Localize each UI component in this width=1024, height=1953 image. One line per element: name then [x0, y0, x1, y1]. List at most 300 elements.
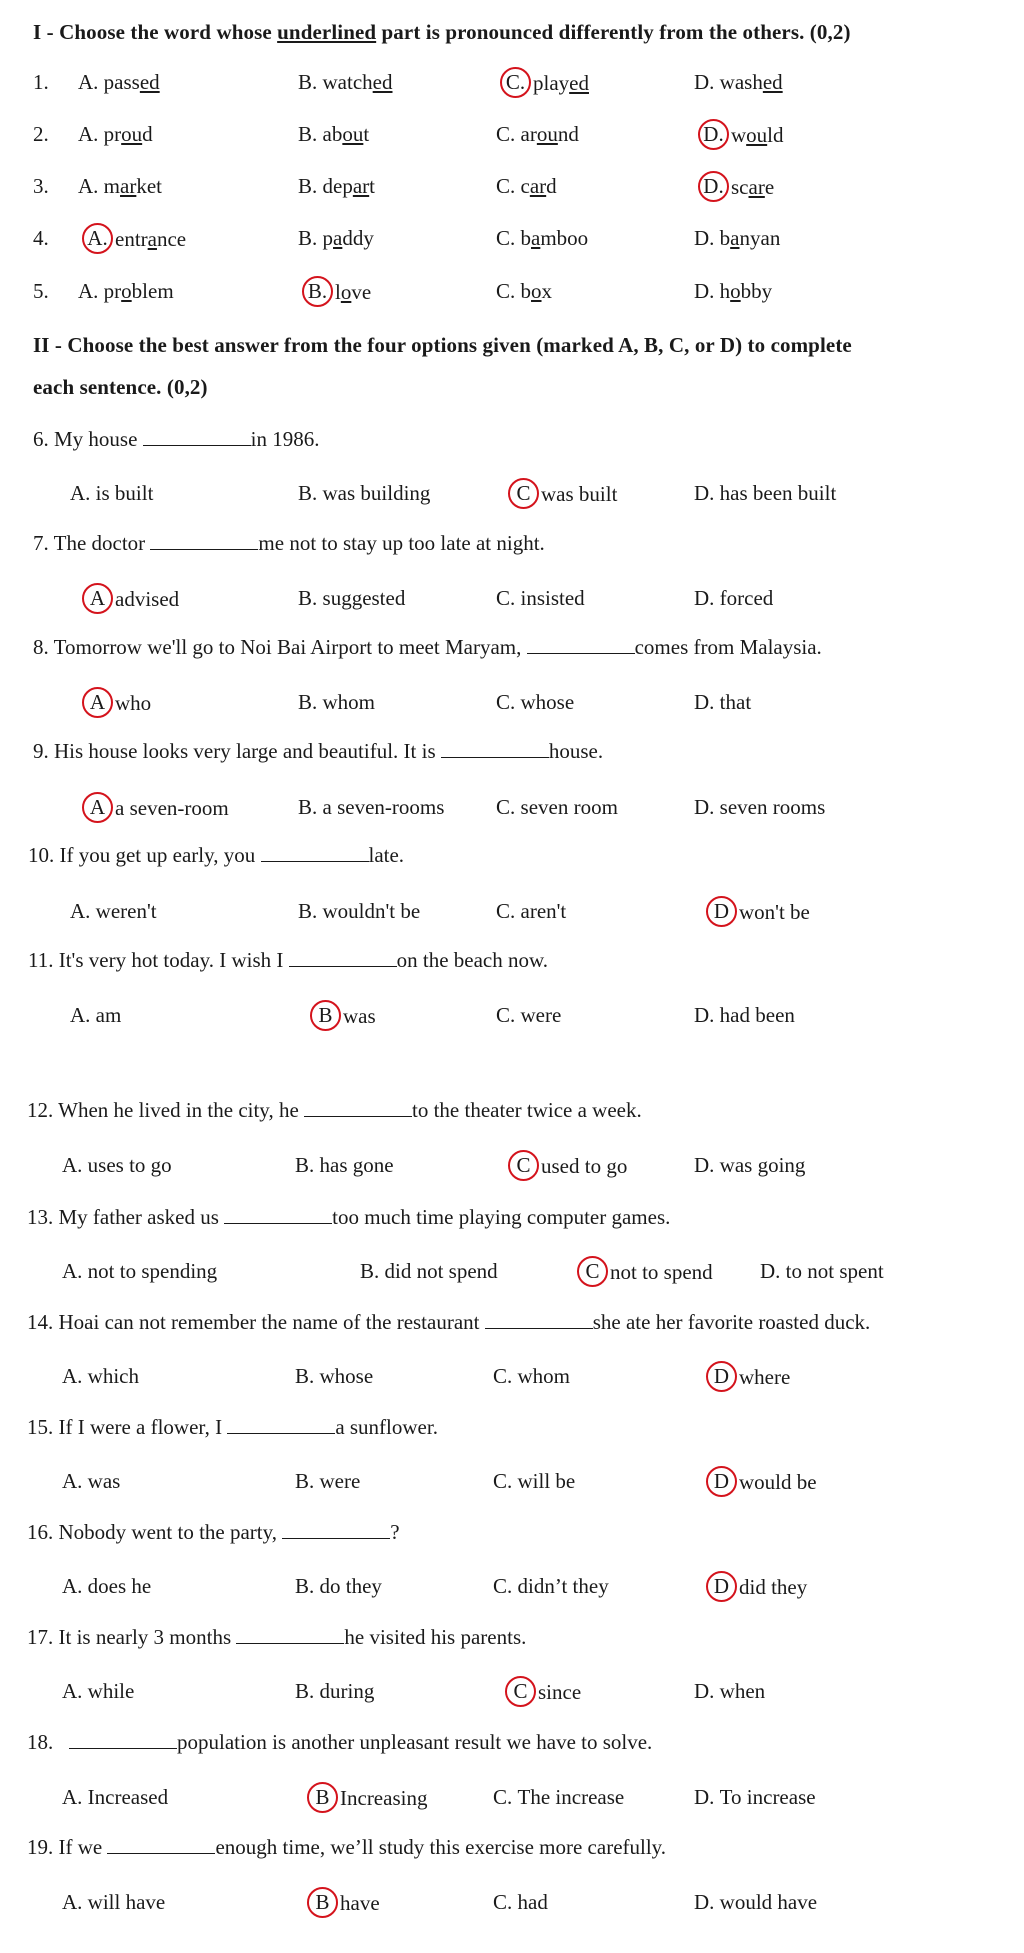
option-text: whom	[517, 1364, 571, 1388]
question-number: 12.	[27, 1098, 54, 1122]
section-2-title-line-2: each sentence. (0,2)	[33, 375, 208, 399]
section-1-title-post: part is pronounced differently from the others. (0,2)	[381, 20, 851, 44]
option-text: paddy	[322, 226, 374, 250]
option-text: was building	[322, 481, 431, 505]
option-text: which	[87, 1364, 139, 1388]
answer-blank[interactable]	[236, 1625, 344, 1644]
option-d[interactable]	[694, 690, 751, 715]
option-b[interactable]	[298, 899, 420, 924]
option-letter: D.	[694, 1003, 720, 1027]
option-letter: D.	[694, 1785, 720, 1809]
option-letter: B.	[298, 690, 323, 714]
underlined-part: a	[531, 226, 541, 250]
question-number: 3.	[33, 174, 49, 198]
option-a[interactable]	[78, 70, 160, 95]
section-2-heading-line-2	[33, 375, 208, 400]
option-letter: C.	[496, 899, 521, 923]
option-text: box	[520, 279, 553, 303]
option-letter: D.	[694, 795, 720, 819]
option-text: love	[335, 280, 372, 305]
option-letter: D.	[694, 1679, 720, 1703]
option-d[interactable]	[694, 1890, 817, 1915]
answer-blank[interactable]	[224, 1205, 332, 1224]
option-d[interactable]	[714, 899, 810, 930]
option-letter: D.	[694, 279, 720, 303]
option-letter: A.	[62, 1153, 88, 1177]
option-b[interactable]	[298, 226, 374, 251]
option-letter: A.	[70, 1003, 96, 1027]
question-number: 9.	[33, 739, 49, 763]
option-letter: D.	[694, 586, 720, 610]
question-stem	[27, 1625, 526, 1650]
question-text-before-blank: It is nearly 3 months	[58, 1625, 232, 1649]
option-text: whose	[319, 1364, 374, 1388]
answer-blank[interactable]	[69, 1730, 177, 1749]
answer-circle: C.	[500, 67, 531, 98]
answer-circle: C	[505, 1676, 536, 1707]
option-text: played	[533, 71, 589, 96]
option-letter: A.	[62, 1469, 88, 1493]
option-text: did not spend	[384, 1259, 498, 1283]
option-c[interactable]	[493, 1785, 624, 1810]
question-stem	[28, 948, 548, 973]
question-number: 8.	[33, 635, 49, 659]
question-number: 13.	[27, 1205, 54, 1229]
option-text: proud	[103, 122, 153, 146]
option-text: Increasing	[340, 1786, 428, 1811]
question-text-after-blank: he visited his parents.	[344, 1625, 527, 1649]
question-text-after-blank: house.	[548, 739, 604, 763]
option-b[interactable]	[295, 1679, 374, 1704]
option-text: did they	[739, 1575, 808, 1600]
answer-blank[interactable]	[289, 948, 397, 967]
option-text: advised	[115, 587, 180, 612]
option-b[interactable]	[295, 1364, 373, 1389]
option-d[interactable]	[703, 174, 775, 205]
option-d[interactable]	[694, 795, 825, 820]
option-letter: A.	[70, 481, 96, 505]
option-b[interactable]	[295, 1574, 382, 1599]
question-number: 17.	[27, 1625, 54, 1649]
answer-circle: C	[508, 1150, 539, 1181]
answer-blank[interactable]	[143, 427, 251, 446]
option-d[interactable]	[694, 586, 773, 611]
option-letter: C.	[493, 1785, 518, 1809]
underlined-part: o	[730, 279, 741, 303]
answer-circle: D	[706, 1361, 737, 1392]
question-text-after-blank: a sunflower.	[335, 1415, 438, 1439]
question-text-before-blank: Hoai can not remember the name of the restaurant	[58, 1310, 480, 1334]
question-stem	[27, 1098, 642, 1123]
option-text: where	[739, 1365, 791, 1390]
option-d[interactable]	[703, 122, 784, 153]
option-letter: A.	[78, 174, 104, 198]
question-number: 2.	[33, 122, 49, 146]
option-letter: B.	[298, 795, 323, 819]
option-text: banyan	[719, 226, 781, 250]
option-c[interactable]	[496, 226, 588, 251]
question-stem	[33, 635, 822, 660]
answer-circle: D	[706, 1571, 737, 1602]
option-b[interactable]	[298, 690, 375, 715]
option-letter: A.	[62, 1890, 88, 1914]
answer-blank[interactable]	[107, 1835, 215, 1854]
question-number: 11.	[28, 948, 54, 972]
question-text-before-blank: My house	[54, 427, 138, 451]
option-text: is built	[95, 481, 154, 505]
question-text-after-blank: to the theater twice a week.	[412, 1098, 642, 1122]
option-letter: A.	[62, 1785, 88, 1809]
option-text: will be	[517, 1469, 576, 1493]
option-d[interactable]	[760, 1259, 884, 1284]
option-d[interactable]	[694, 70, 783, 95]
option-letter: B.	[360, 1259, 385, 1283]
option-a[interactable]	[62, 1469, 120, 1494]
question-text-after-blank: ?	[390, 1520, 400, 1544]
option-text: has been built	[719, 481, 837, 505]
option-letter: B.	[298, 70, 323, 94]
option-letter: A.	[62, 1679, 88, 1703]
option-letter: D.	[694, 690, 720, 714]
option-text: not to spending	[87, 1259, 218, 1283]
option-a[interactable]	[78, 174, 162, 199]
section-2-dash: -	[54, 333, 62, 357]
answer-circle: B.	[302, 276, 333, 307]
question-text-before-blank: His house looks very large and beautiful. It is	[54, 739, 436, 763]
option-text: whose	[520, 690, 575, 714]
option-letter: D.	[694, 70, 720, 94]
option-letter: C.	[496, 586, 521, 610]
option-text: problem	[103, 279, 174, 303]
option-b[interactable]	[298, 586, 405, 611]
option-b[interactable]	[315, 1785, 427, 1816]
question-text-before-blank: If you get up early, you	[59, 843, 256, 867]
option-text: has gone	[319, 1153, 394, 1177]
answer-blank[interactable]	[441, 739, 549, 758]
option-b[interactable]	[298, 174, 375, 199]
section-1-number: I	[33, 20, 42, 44]
answer-circle: B	[310, 1000, 341, 1031]
underlined-part: a	[730, 226, 740, 250]
option-text: watched	[322, 70, 393, 94]
option-b[interactable]	[318, 1003, 376, 1034]
option-b[interactable]	[307, 279, 372, 310]
answer-blank[interactable]	[261, 843, 369, 862]
question-text-after-blank: too much time playing computer games.	[332, 1205, 671, 1229]
option-d[interactable]	[694, 1153, 805, 1178]
option-text: To increase	[719, 1785, 816, 1809]
option-c[interactable]	[496, 899, 566, 924]
option-letter: B.	[295, 1469, 320, 1493]
option-letter: D.	[694, 226, 720, 250]
option-d[interactable]	[714, 1469, 817, 1500]
option-c[interactable]	[496, 586, 585, 611]
answer-blank[interactable]	[304, 1098, 412, 1117]
question-stem	[27, 1415, 438, 1440]
option-text: a seven-rooms	[322, 795, 445, 819]
underlined-part: o	[340, 280, 352, 305]
option-text: aren't	[520, 899, 567, 923]
option-c[interactable]	[505, 70, 589, 101]
question-number: 19.	[27, 1835, 54, 1859]
question-text-after-blank: in 1986.	[250, 427, 320, 451]
option-c[interactable]	[516, 1153, 627, 1184]
underlined-part: ar	[352, 174, 370, 198]
underlined-part: a	[147, 227, 157, 252]
option-c[interactable]	[516, 481, 617, 512]
option-c[interactable]	[496, 174, 557, 199]
option-c[interactable]	[496, 122, 579, 147]
option-letter: B.	[298, 174, 323, 198]
option-a[interactable]	[62, 1574, 151, 1599]
question-text-after-blank: late.	[368, 843, 405, 867]
question-number: 6.	[33, 427, 49, 451]
option-letter: D.	[694, 1153, 720, 1177]
option-text: do they	[319, 1574, 382, 1598]
answer-circle: A.	[82, 223, 113, 254]
option-a[interactable]	[70, 1003, 121, 1028]
underlined-part: a	[333, 226, 343, 250]
question-text-before-blank: Tomorrow we'll go to Noi Bai Airport to meet Maryam,	[53, 635, 522, 659]
option-letter: A.	[62, 1364, 88, 1388]
option-text: will have	[87, 1890, 166, 1914]
option-a[interactable]	[62, 1259, 217, 1284]
option-a[interactable]	[78, 122, 153, 147]
option-a[interactable]	[87, 226, 187, 257]
underlined-part: ed	[762, 70, 783, 94]
option-letter: B.	[295, 1574, 320, 1598]
underlined-part: ar	[529, 174, 547, 198]
option-b[interactable]	[295, 1153, 394, 1178]
underlined-part: o	[531, 279, 542, 303]
option-text: won't be	[739, 900, 810, 925]
answer-blank[interactable]	[485, 1310, 593, 1329]
underlined-part: ou	[121, 122, 143, 146]
question-text-after-blank: on the beach now.	[396, 948, 549, 972]
option-c[interactable]	[496, 795, 618, 820]
option-text: wouldn't be	[322, 899, 421, 923]
option-text: scare	[731, 175, 775, 200]
answer-blank[interactable]	[527, 635, 635, 654]
question-text-before-blank: The doctor	[53, 531, 146, 555]
option-c[interactable]	[513, 1679, 581, 1710]
question-number: 18.	[27, 1730, 54, 1754]
option-a[interactable]	[62, 1785, 168, 1810]
option-text: card	[520, 174, 557, 198]
option-text: not to spend	[610, 1260, 713, 1285]
option-b[interactable]	[315, 1890, 380, 1921]
option-a[interactable]	[78, 279, 174, 304]
option-a[interactable]	[62, 1153, 172, 1178]
question-number: 14.	[27, 1310, 54, 1334]
underlined-part: ar	[748, 175, 765, 200]
section-2-heading	[33, 333, 852, 358]
question-stem	[33, 427, 320, 452]
option-text: have	[340, 1891, 380, 1916]
question-stem	[28, 843, 404, 868]
option-letter: C.	[496, 279, 521, 303]
option-text: who	[115, 691, 152, 716]
option-letter: B.	[298, 586, 323, 610]
underlined-part: ou	[536, 122, 558, 146]
answer-circle: D.	[698, 119, 729, 150]
option-b[interactable]	[298, 795, 444, 820]
option-c[interactable]	[496, 690, 574, 715]
option-letter: B.	[298, 481, 323, 505]
question-stem	[27, 1310, 870, 1335]
option-letter: C.	[496, 226, 521, 250]
answer-blank[interactable]	[150, 531, 258, 550]
option-c[interactable]	[493, 1574, 609, 1599]
underlined-part: ed	[372, 70, 393, 94]
option-text: were	[319, 1469, 361, 1493]
option-a[interactable]	[70, 899, 157, 924]
question-text-before-blank: Nobody went to the party,	[58, 1520, 278, 1544]
option-letter: C.	[493, 1890, 518, 1914]
section-1-title-pre: Choose the word whose	[59, 20, 272, 44]
option-letter: A.	[78, 70, 104, 94]
question-text-after-blank: enough time, we’ll study this exercise more carefully.	[215, 1835, 667, 1859]
answer-circle: D.	[698, 171, 729, 202]
option-text: was	[87, 1469, 121, 1493]
option-text: suggested	[322, 586, 406, 610]
option-d[interactable]	[694, 226, 780, 251]
option-text: around	[520, 122, 579, 146]
option-letter: C.	[493, 1364, 518, 1388]
option-letter: C.	[496, 174, 521, 198]
option-letter: C.	[496, 1003, 521, 1027]
option-b[interactable]	[295, 1469, 360, 1494]
option-a[interactable]	[62, 1364, 139, 1389]
option-text: seven rooms	[719, 795, 826, 819]
option-d[interactable]	[694, 481, 836, 506]
option-a[interactable]	[62, 1890, 165, 1915]
option-c[interactable]	[496, 1003, 561, 1028]
question-text-after-blank: population is another unpleasant result we have to solve.	[177, 1730, 653, 1754]
question-number: 7.	[33, 531, 49, 555]
question-text-before-blank: If I were a flower, I	[58, 1415, 223, 1439]
option-b[interactable]	[298, 70, 393, 95]
answer-circle: D	[706, 1466, 737, 1497]
option-text: does he	[87, 1574, 152, 1598]
option-text: depart	[322, 174, 376, 198]
option-text: market	[103, 174, 162, 198]
answer-circle: A	[82, 687, 113, 718]
section-2-title-line-1: Choose the best answer from the four options given (marked A, B, C, or D) to complete	[67, 333, 852, 357]
option-text: whom	[322, 690, 376, 714]
answer-blank[interactable]	[227, 1415, 335, 1434]
answer-circle: C	[577, 1256, 608, 1287]
option-b[interactable]	[298, 481, 430, 506]
question-text-before-blank: If we	[58, 1835, 103, 1859]
option-text: would	[731, 123, 784, 148]
option-letter: A.	[78, 122, 104, 146]
option-letter: B.	[295, 1679, 320, 1703]
option-text: since	[538, 1680, 582, 1705]
option-text: used to go	[541, 1154, 628, 1179]
option-a[interactable]	[90, 586, 179, 617]
option-text: hobby	[719, 279, 773, 303]
option-text: Increased	[87, 1785, 169, 1809]
option-a[interactable]	[90, 690, 151, 721]
section-1-heading	[33, 20, 851, 45]
underlined-part: o	[121, 279, 132, 303]
question-stem	[27, 1835, 666, 1860]
option-c[interactable]	[496, 279, 552, 304]
option-text: weren't	[95, 899, 157, 923]
option-text: would be	[739, 1470, 817, 1495]
option-d[interactable]	[694, 1679, 765, 1704]
option-d[interactable]	[694, 1003, 795, 1028]
question-text-after-blank: she ate her favorite roasted duck.	[592, 1310, 871, 1334]
answer-circle: C	[508, 478, 539, 509]
underlined-part: ou	[746, 123, 768, 148]
option-letter: B.	[295, 1153, 320, 1177]
option-text: The increase	[517, 1785, 625, 1809]
question-text-before-blank: It's very hot today. I wish I	[58, 948, 284, 972]
option-text: entrance	[115, 227, 187, 252]
option-text: was going	[719, 1153, 806, 1177]
answer-circle: D	[706, 896, 737, 927]
question-stem	[27, 1520, 400, 1545]
option-text: uses to go	[87, 1153, 172, 1177]
option-text: seven room	[520, 795, 618, 819]
option-letter: A.	[62, 1259, 88, 1283]
option-letter: D.	[694, 1890, 720, 1914]
option-b[interactable]	[360, 1259, 498, 1284]
underlined-part: ed	[569, 71, 589, 96]
underlined-part: ar	[120, 174, 137, 198]
option-text: while	[87, 1679, 135, 1703]
option-d[interactable]	[714, 1364, 790, 1395]
question-number: 15.	[27, 1415, 54, 1439]
option-letter: B.	[298, 226, 323, 250]
underlined-part: ou	[342, 122, 364, 146]
underlined-part: ed	[139, 70, 160, 94]
option-d[interactable]	[694, 1785, 816, 1810]
section-1-dash: -	[46, 20, 54, 44]
option-text: had been	[719, 1003, 795, 1027]
option-a[interactable]	[62, 1679, 134, 1704]
option-a[interactable]	[70, 481, 153, 506]
option-c[interactable]	[493, 1364, 570, 1389]
option-letter: C.	[496, 795, 521, 819]
answer-circle: B	[307, 1782, 338, 1813]
option-letter: C.	[496, 690, 521, 714]
option-c[interactable]	[493, 1469, 575, 1494]
option-letter: A.	[78, 279, 104, 303]
option-text: was built	[541, 482, 618, 507]
question-text-after-blank: comes from Malaysia.	[634, 635, 822, 659]
option-a[interactable]	[90, 795, 229, 826]
question-text-after-blank: me not to stay up too late at night.	[258, 531, 545, 555]
option-text: didn’t they	[517, 1574, 609, 1598]
option-c[interactable]	[585, 1259, 713, 1290]
option-b[interactable]	[298, 122, 369, 147]
option-letter: C.	[496, 122, 521, 146]
option-letter: B.	[298, 899, 323, 923]
option-c[interactable]	[493, 1890, 548, 1915]
option-letter: D.	[694, 481, 720, 505]
option-text: forced	[719, 586, 774, 610]
option-text: passed	[103, 70, 160, 94]
section-1-title-underlined: underlined	[277, 20, 377, 44]
option-text: was	[343, 1004, 376, 1029]
option-d[interactable]	[714, 1574, 807, 1605]
option-d[interactable]	[694, 279, 772, 304]
question-text-before-blank: My father asked us	[58, 1205, 219, 1229]
answer-blank[interactable]	[282, 1520, 390, 1539]
